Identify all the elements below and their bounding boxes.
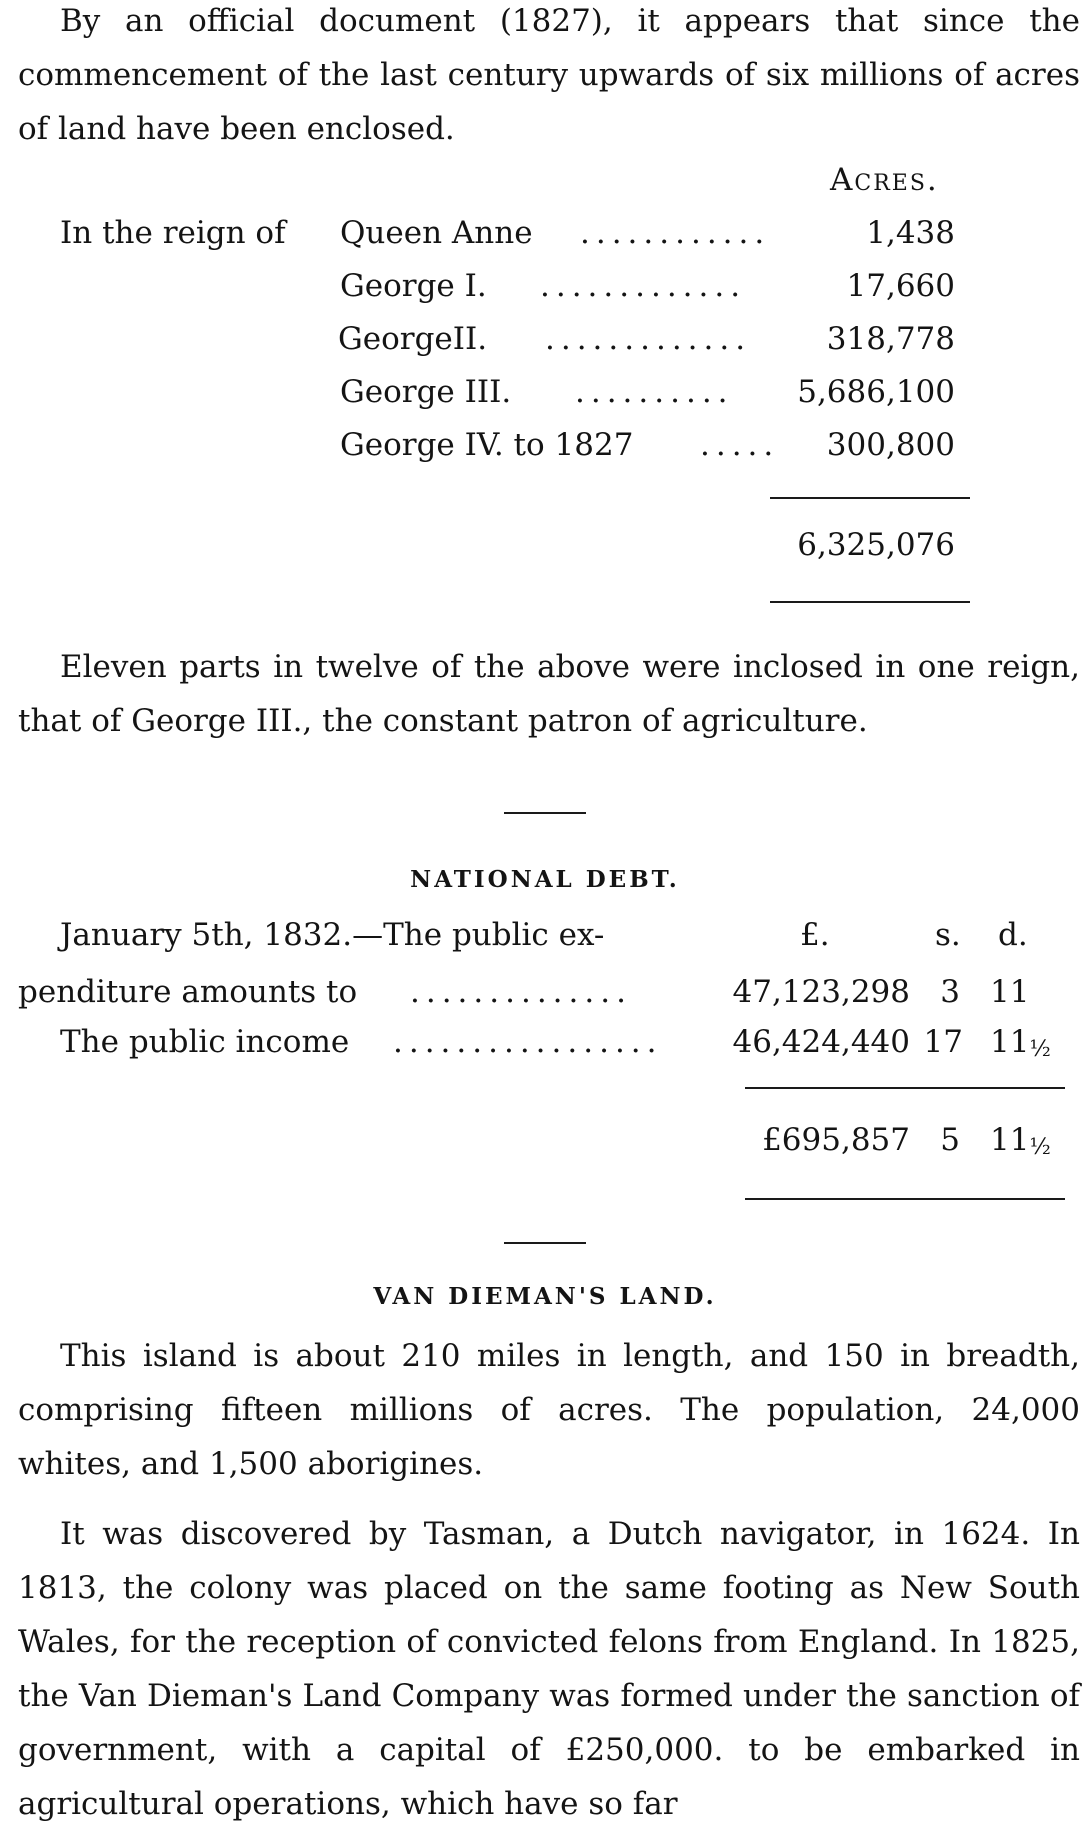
national-debt-heading: NATIONAL DEBT. <box>410 866 680 893</box>
reign-row-label: George III. <box>340 374 512 410</box>
acres-value: 5,686,100 <box>797 374 955 410</box>
pounds-column-header: £. <box>800 917 830 953</box>
reign-row-label: George I. <box>340 268 487 304</box>
total-rule-top <box>770 497 970 499</box>
leader-dots: ................. <box>393 1024 663 1060</box>
acres-total: 6,325,076 <box>797 527 955 563</box>
section-divider <box>504 812 586 814</box>
acres-column-header: Acres. <box>830 162 939 198</box>
van-diemans-paragraph-1: This island is about 210 miles in length, and 150 in breadth, comprising fifteen millions of acres. The population, 24,000 whites, and 1,500 aborigines. <box>18 1338 1080 1482</box>
leader-dots: ..... <box>700 427 780 463</box>
income-shillings: 17 <box>923 1024 963 1060</box>
acres-value: 318,778 <box>826 321 955 357</box>
van-diemans-land-heading: VAN DIEMAN'S LAND. <box>373 1283 717 1310</box>
reign-row-label: Queen Anne <box>340 215 533 251</box>
pence-column-header: d. <box>998 917 1028 953</box>
reign-row-label: GeorgeII. <box>338 321 488 357</box>
leader-dots: .............. <box>410 974 632 1010</box>
leader-dots: .......... <box>575 374 734 410</box>
shillings-column-header: s. <box>935 917 961 953</box>
income-pounds: 46,424,440 <box>732 1024 910 1060</box>
reign-lead-in: In the reign of <box>60 215 286 251</box>
expenditure-label: penditure amounts to <box>18 974 358 1010</box>
expenditure-pence: 11 <box>990 974 1030 1010</box>
expenditure-shillings: 3 <box>940 974 960 1010</box>
acres-value: 1,438 <box>866 215 955 251</box>
acres-value: 17,660 <box>846 268 955 304</box>
leader-dots: ............. <box>540 268 747 304</box>
income-label: The public income <box>60 1024 350 1060</box>
income-pence: 11½ <box>990 1024 1051 1062</box>
leader-dots: ............ <box>580 215 771 251</box>
total-rule-bottom <box>770 601 970 603</box>
intro-paragraph: By an official document (1827), it appears that since the commencement of the last century upwards of six millions of acres of land have been enclosed. <box>18 3 1080 147</box>
income-pence-fraction: ½ <box>1029 1037 1051 1062</box>
debt-intro-line: January 5th, 1832.—The public ex- <box>60 917 605 953</box>
difference-pence: 11½ <box>990 1122 1051 1160</box>
section-divider <box>504 1242 586 1244</box>
acres-value: 300,800 <box>826 427 955 463</box>
difference-rule-top <box>745 1087 1065 1089</box>
difference-shillings: 5 <box>940 1122 960 1158</box>
reign-row-label: George IV. to 1827 <box>340 427 634 463</box>
leader-dots: ............. <box>545 321 752 357</box>
difference-pence-fraction: ½ <box>1029 1135 1051 1160</box>
difference-pounds: £695,857 <box>762 1122 910 1158</box>
van-diemans-paragraph-2: It was discovered by Tasman, a Dutch navigator, in 1624. In 1813, the colony was placed on the same footing as New South Wales, for the reception of convicted felons from England. In 1825, the Van Dieman's Land Company was formed under the sanction of government, with a capital of £250,000. to be embarked in agricultural operations, which have so far <box>18 1516 1080 1822</box>
difference-rule-bottom <box>745 1198 1065 1200</box>
expenditure-pounds: 47,123,298 <box>732 974 910 1010</box>
note-paragraph: Eleven parts in twelve of the above were inclosed in one reign, that of George III., the constant patron of agriculture. <box>18 649 1080 739</box>
